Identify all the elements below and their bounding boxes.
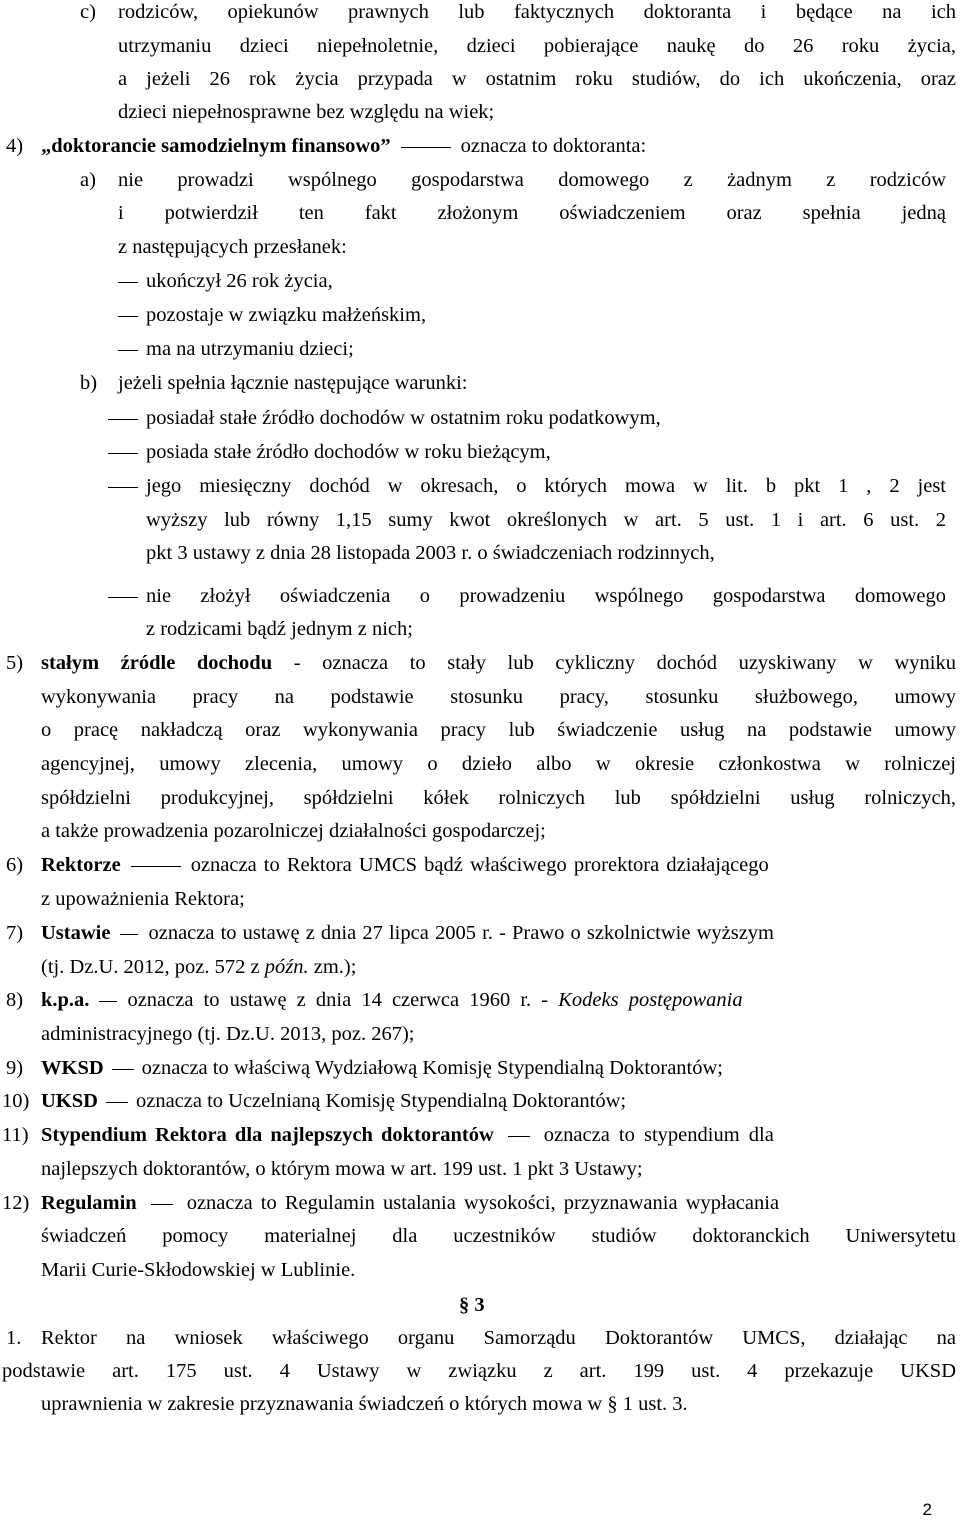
item-9-line [41, 1056, 723, 1080]
item-7-line2 [41, 955, 356, 979]
bullet-item: ma na utrzymaniu dzieci; [146, 338, 354, 360]
term-ustawa: Ustawie [41, 922, 111, 944]
item-number-4: 4) [6, 135, 24, 157]
term-kpa: k.p.a. [41, 989, 90, 1011]
bullet-continuation: wyższy lub równy 1,15 sumy kwot określonych w art. 5 ust. 1 i art. 6 ust. 2 [146, 509, 946, 531]
list-marker-b: b) [80, 372, 98, 394]
paragraph-line: a także prowadzenia pozarolniczej działalności gospodarczej; [41, 820, 546, 842]
bullet-continuation: pkt 3 ustawy z dnia 28 listopada 2003 r. o świadczeniach rodzinnych, [146, 542, 715, 564]
page-number: 2 [922, 1500, 932, 1519]
term-uksd: UKSD [41, 1090, 98, 1112]
section-heading: § 3 [459, 1294, 485, 1316]
term-staly-dochod: stałym źródle dochodu [41, 652, 273, 674]
paragraph-line: agencyjnej, umowy zlecenia, umowy o dzieło albo w okresie członkostwa w rolniczej [41, 753, 956, 775]
em-dash [99, 1001, 117, 1002]
paragraph-line: z upoważnienia Rektora; [41, 888, 245, 910]
paragraph-line: najlepszych doktorantów, o którym mowa w art. 199 ust. 1 pkt 3 Ustawy; [41, 1158, 643, 1180]
item-7-line [41, 921, 774, 945]
list-marker-a: a) [80, 169, 96, 191]
paragraph-line: Marii Curie-Skłodowskiej w Lublinie. [41, 1259, 356, 1281]
definition-text: - oznacza to stały lub cykliczny dochód uzyskiwany w wyniku [272, 652, 956, 674]
dash-bullet [108, 453, 138, 454]
term-doktorant-samodzielny: „doktorancie samodzielnym finansowo” [41, 135, 391, 157]
definition-italic: Kodeks postępowania [558, 989, 743, 1011]
definition-text: oznacza to ustawę z dnia 14 czerwca 1960 r. - [127, 989, 559, 1011]
paragraph-line: a jeżeli 26 rok życia przypada w ostatnim roku studiów, do ich ukończenia, oraz [118, 68, 956, 90]
item-number-11: 11) [2, 1124, 29, 1146]
paragraph-line: nie prowadzi wspólnego gospodarstwa domowego z żadnym z rodziców [118, 169, 946, 191]
dash-bullet [118, 350, 138, 351]
term-regulamin: Regulamin [41, 1192, 137, 1214]
item-12-line [41, 1191, 779, 1215]
item-8-line [41, 988, 743, 1012]
paragraph-line: wykonywania pracy na podstawie stosunku pracy, stosunku służbowego, umowy [41, 686, 956, 708]
dash-bullet [108, 597, 138, 598]
item-10-line [41, 1089, 626, 1113]
item-number-10: 10) [2, 1090, 30, 1112]
definition-text: oznacza to Rektora UMCS bądź właściwego prorektora działającego [190, 854, 769, 876]
bullet-item: ukończył 26 rok życia, [146, 270, 333, 292]
definition-text: oznacza to stypendium dla [543, 1124, 774, 1146]
bullet-item: nie złożył oświadczenia o prowadzeniu wspólnego gospodarstwa domowego [146, 585, 946, 607]
dash-bullet [108, 487, 138, 488]
text-fragment: (tj. Dz.U. 2012, poz. 572 z [41, 956, 265, 978]
bullet-item: pozostaje w związku małżeńskim, [146, 304, 427, 326]
item-number-12: 12) [2, 1192, 30, 1214]
bullet-continuation: z rodzicami bądź jednym z nich; [146, 618, 413, 640]
item-number-5: 5) [6, 652, 24, 674]
item-number-9: 9) [6, 1057, 24, 1079]
dash-bullet [108, 419, 138, 420]
em-dash [151, 1204, 173, 1205]
paragraph-line: Rektor na wniosek właściwego organu Samorządu Doktorantów UMCS, działając na [41, 1327, 956, 1349]
paragraph-line: podstawie art. 175 ust. 4 Ustawy w związku z art. 199 ust. 4 przekazuje UKSD [2, 1360, 956, 1382]
definition-text: oznacza to ustawę z dnia 27 lipca 2005 r. - Prawo o szkolnictwie wyższym [148, 922, 775, 944]
paragraph-line: o pracę nakładczą oraz wykonywania pracy lub świadczenie usług na podstawie umowy [41, 719, 956, 741]
bullet-item: jego miesięczny dochód w okresach, o których mowa w lit. b pkt 1 , 2 jest [146, 475, 946, 497]
paragraph-number: 1. [6, 1327, 22, 1349]
em-dash [401, 147, 451, 148]
paragraph-line: administracyjnego (tj. Dz.U. 2013, poz. 267); [41, 1023, 415, 1045]
paragraph-line: jeżeli spełnia łącznie następujące warunki: [118, 372, 468, 394]
definition-text: oznacza to Uczelnianą Komisję Stypendialną Doktorantów; [135, 1090, 627, 1112]
item-4-line [41, 134, 646, 158]
dash-bullet [118, 316, 138, 317]
em-dash [131, 866, 181, 867]
paragraph-line: świadczeń pomocy materialnej dla uczestników studiów doktoranckich Uniwersytetu [41, 1225, 956, 1247]
term-stypendium-rektora: Stypendium Rektora dla najlepszych doktorantów [41, 1124, 494, 1146]
item-number-6: 6) [6, 854, 24, 876]
item-11-line [41, 1123, 774, 1147]
paragraph-line: utrzymaniu dzieci niepełnoletnie, dzieci pobierające naukę do 26 roku życia, [118, 35, 956, 57]
em-dash [106, 1102, 128, 1103]
em-dash [508, 1136, 530, 1137]
paragraph-line: rodziców, opiekunów prawnych lub faktycznych doktoranta i będące na ich [118, 1, 956, 23]
paragraph-line: z następujących przesłanek: [118, 236, 347, 258]
item-6-line [41, 853, 769, 877]
definition-text: oznacza to doktoranta: [460, 135, 647, 157]
paragraph-line: spółdzielni produkcyjnej, spółdzielni kółek rolniczych lub spółdzielni usług rolniczych, [41, 787, 956, 809]
text-fragment: późn. [264, 956, 309, 978]
paragraph-line: dzieci niepełnosprawne bez względu na wiek; [118, 101, 495, 123]
definition-text: oznacza to Regulamin ustalania wysokości, przyznawania wypłacania [186, 1192, 780, 1214]
list-marker-c: c) [80, 1, 96, 23]
paragraph-line: i potwierdził ten fakt złożonym oświadczeniem oraz spełnia jedną [118, 202, 946, 224]
item-5-line [41, 651, 956, 675]
item-number-7: 7) [6, 922, 24, 944]
bullet-item: posiada stałe źródło dochodów w roku bieżącym, [146, 441, 551, 463]
paragraph-line: uprawnienia w zakresie przyznawania świadczeń o których mowa w § 1 ust. 3. [41, 1393, 688, 1415]
em-dash [112, 1069, 134, 1070]
em-dash [120, 934, 138, 935]
text-fragment: zm.); [308, 956, 357, 978]
item-number-8: 8) [6, 989, 24, 1011]
dash-bullet [118, 282, 138, 283]
definition-text: oznacza to właściwą Wydziałową Komisję Stypendialną Doktorantów; [141, 1057, 723, 1079]
term-wksd: WKSD [41, 1057, 104, 1079]
bullet-item: posiadał stałe źródło dochodów w ostatnim roku podatkowym, [146, 407, 661, 429]
term-rektor: Rektorze [41, 854, 121, 876]
